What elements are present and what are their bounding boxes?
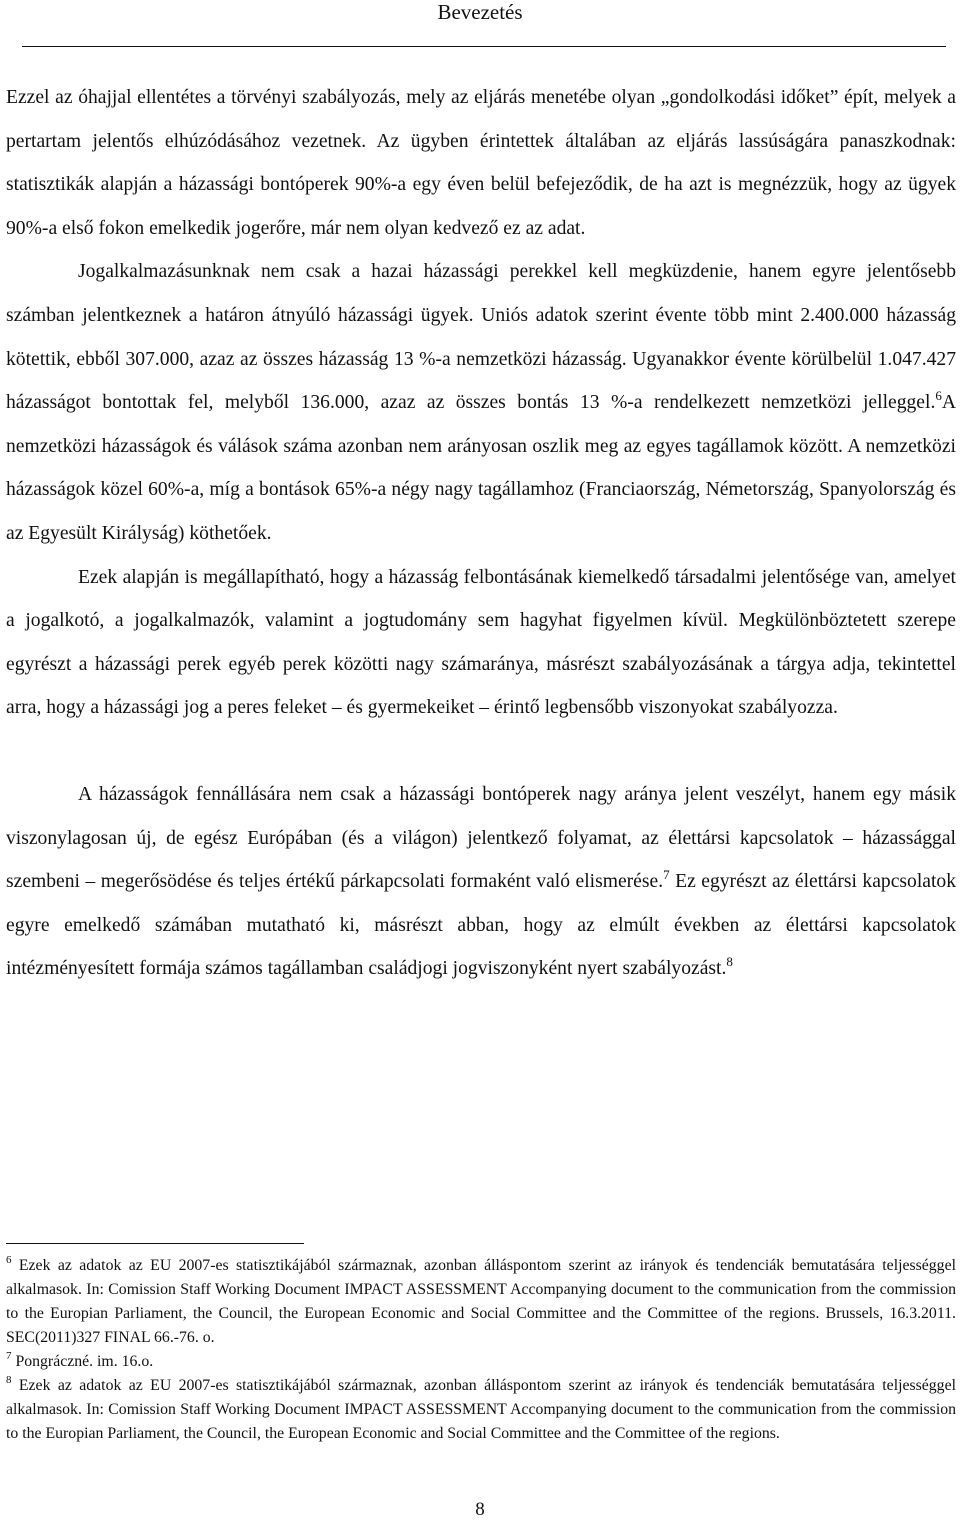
main-text xyxy=(6,76,956,991)
paragraph-3: Ezek alapján is megállapítható, hogy a házasság felbontásának kiemelkedő társadalmi jelentősége van, amelyet a jogalkotó, a jogalkalmazók, valamint a jogtudomány sem hagyhat figyelmen kívül. Megkülönböztetett szerepe egyrészt a házassági perek egyéb perek közötti nagy számaránya, másrészt szabályozásának a tárgya adja, tekintettel arra, hogy a házassági jog a peres feleket – és gyermekeiket – érintő legbensőbb viszonyokat szabályozza. xyxy=(6,566,956,719)
header-rule xyxy=(22,46,946,47)
footnote-text: Pongráczné. im. 16.o. xyxy=(15,1353,154,1370)
footnote-7 xyxy=(6,1350,956,1374)
paragraph-4-part-1: A házasságok fennállására nem csak a házassági bontóperek nagy aránya jelent veszélyt, hanem egy másik viszonylagosan új, de egész Európában (és a világon) jelentkező folyamat, az élettársi kapcsolatok – házassággal szembeni – megerősödése és teljes értékű párkapcsolati formaként való elismerése. xyxy=(6,783,956,893)
page-number: 8 xyxy=(475,1499,485,1520)
footnote-number: 8 xyxy=(6,1374,12,1386)
paragraph-gap xyxy=(6,730,956,773)
running-header xyxy=(0,0,960,24)
paragraph-2-part-1: Jogalkalmazásunknak nem csak a hazai házassági perekkel kell megküzdenie, hanem egyre jelentősebb számban jelentkeznek a határon átnyúló házassági ügyek. Uniós adatok szerint évente több mint 2.400.000 házasság kötettik, ebből 307.000, azaz az összes házasság 13 %-a nemzetközi házasság. Ugyanakkor évente körülbelül 1.047.427 házasságot bontottak fel, melyből 136.000, azaz az összes bontás 13 %-a rendelkezett nemzetközi jelleggel. xyxy=(6,261,956,414)
footnote-ref-8: 8 xyxy=(726,954,733,970)
paragraph-2-part-2: A nemzetközi házasságok és válások száma azonban nem arányosan oszlik meg az egyes tagállamok között. A nemzetközi házasságok közel 60%-a, míg a bontások 65%-a négy nagy tagállamhoz (Franciaország, Németország, Spanyolország és az Egyesült Királyság) köthetőek. xyxy=(6,392,956,544)
footnote-ref-7: 7 xyxy=(663,867,670,883)
paragraph-2 xyxy=(6,250,956,555)
paragraph-4 xyxy=(6,773,956,991)
footnotes xyxy=(6,1254,956,1446)
footnote-ref-6: 6 xyxy=(935,388,942,404)
footnote-6 xyxy=(6,1254,956,1350)
footnote-text: Ezek az adatok az EU 2007-es statisztikájából származnak, azonban álláspontom szerint az irányok és tendenciák bemutatására teljességgel alkalmasok. In: Comission Staff Working Document IMPACT ASSESSMENT Accompanying document to the communication from the commission to the Europian Parliament, the Council, the European Economic and Social Committee and the Committee of the regions. xyxy=(6,1377,956,1442)
footnote-text: Ezek az adatok az EU 2007-es statisztikájából származnak, azonban álláspontom szerint az irányok és tendenciák bemutatására teljességgel alkalmasok. In: Comission Staff Working Document IMPACT ASSESSMENT Accompanying document to the communication from the commission to the Europian Parliament, the Council, the European Economic and Social Committee and the Committee of the regions. Brussels, 16.3.2011. SEC(2011)327 FINAL 66.-76. o. xyxy=(6,1257,956,1346)
footnote-number: 6 xyxy=(6,1254,12,1266)
footnote-number: 7 xyxy=(6,1350,12,1362)
header-title: Bevezetés xyxy=(437,0,523,24)
footnote-8 xyxy=(6,1374,956,1446)
footnote-separator xyxy=(6,1243,304,1244)
paragraph-4-part-2: Ez egyrészt az élettársi kapcsolatok egyre emelkedő számában mutatható ki, másrészt abban, hogy az elmúlt években az élettársi kapcsolatok intézményesített formája számos tagállamban családjogi jogviszonyként nyert szabályozást. xyxy=(6,871,956,980)
paragraph-1: Ezzel az óhajjal ellentétes a törvényi szabályozás, mely az eljárás menetébe olyan „gondolkodási időket” épít, melyek a pertartam jelentős elhúzódásához vezetnek. Az ügyben érintettek általában az eljárás lassúságára panaszkodnak: statisztikák alapján a házassági bontóperek 90%-a egy éven belül befejeződik, de ha azt is megnézzük, hogy az ügyek 90%-a első fokon emelkedik jogerőre, már nem olyan kedvező ez az adat. xyxy=(6,87,956,239)
